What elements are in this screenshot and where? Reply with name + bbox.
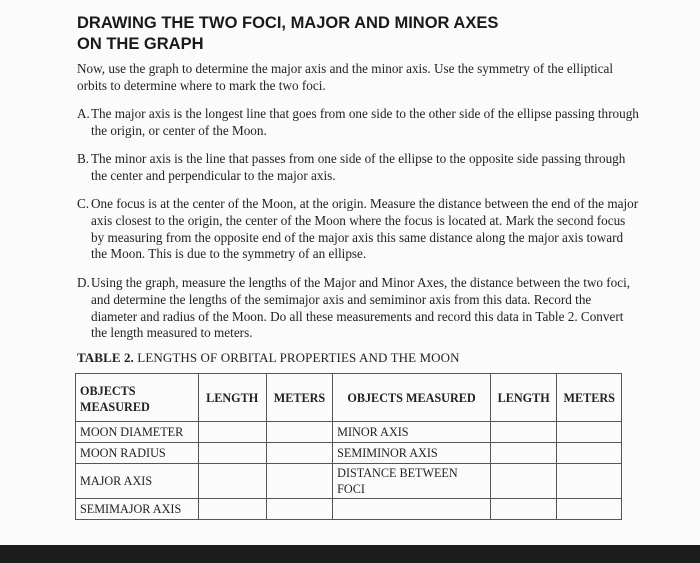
table-row xyxy=(76,443,622,464)
table-row xyxy=(76,499,622,520)
intro-paragraph: Now, use the graph to determine the major axis and the minor axis. Use the symmetry of the elliptical orbits to determine where to mark the two foci. xyxy=(77,61,614,93)
cell-length-input[interactable] xyxy=(198,499,266,520)
cell-object: MOON RADIUS xyxy=(76,443,199,464)
bottom-edge-bar xyxy=(0,545,700,563)
cell-object: SEMIMINOR AXIS xyxy=(333,443,491,464)
orbital-properties-table xyxy=(75,373,622,520)
header-meters: METERS xyxy=(266,374,332,422)
cell-meters-input[interactable] xyxy=(266,443,332,464)
cell-object: SEMIMAJOR AXIS xyxy=(76,499,199,520)
item-letter: D. xyxy=(77,275,90,290)
cell-meters-input[interactable] xyxy=(557,422,622,443)
header-length-2: LENGTH xyxy=(490,374,556,422)
instruction-item-b xyxy=(77,151,639,185)
cell-object xyxy=(333,499,491,520)
title-line-1: DRAWING THE TWO FOCI, MAJOR AND MINOR AXES xyxy=(77,14,499,32)
item-letter: A. xyxy=(77,106,90,121)
cell-meters-input[interactable] xyxy=(557,464,622,499)
item-text: The major axis is the longest line that goes from one side to the other side of the ellipse passing through the origin, or center of the Moon. xyxy=(91,106,639,138)
cell-meters-input[interactable] xyxy=(266,499,332,520)
cell-length-input[interactable] xyxy=(490,464,556,499)
item-text: One focus is at the center of the Moon, at the origin. Measure the distance between the end of the major axis closest to the origin, the center of the Moon where the focus is located at. Mark the second focus by measuring from the opposite end of the major axis this same distance along the major axis toward the Moon. This is due to the symmetry of an ellipse. xyxy=(91,196,639,262)
item-letter: C. xyxy=(77,196,90,211)
table-header-row xyxy=(76,374,622,422)
cell-object: MAJOR AXIS xyxy=(76,464,199,499)
cell-length-input[interactable] xyxy=(490,499,556,520)
table-row xyxy=(76,422,622,443)
cell-meters-input[interactable] xyxy=(557,499,622,520)
table-row xyxy=(76,464,622,499)
cell-object: MINOR AXIS xyxy=(333,422,491,443)
cell-meters-input[interactable] xyxy=(266,464,332,499)
section-title xyxy=(77,13,637,55)
header-meters-2: METERS xyxy=(557,374,622,422)
cell-meters-input[interactable] xyxy=(266,422,332,443)
cell-object: DISTANCE BETWEEN FOCI xyxy=(333,464,491,499)
cell-object: MOON DIAMETER xyxy=(76,422,199,443)
cell-length-input[interactable] xyxy=(490,443,556,464)
table-caption-text: LENGTHS OF ORBITAL PROPERTIES AND THE MOON xyxy=(133,350,460,365)
item-text: The minor axis is the line that passes from one side of the ellipse to the opposite side passing through the center and perpendicular to the major axis. xyxy=(91,151,626,183)
title-line-2: ON THE GRAPH xyxy=(77,35,204,53)
header-objects-measured: OBJECTS MEASURED xyxy=(76,374,199,422)
cell-length-input[interactable] xyxy=(490,422,556,443)
item-text: Using the graph, measure the lengths of the Major and Minor Axes, the distance between the two foci, and determine the lengths of the semimajor axis and semiminor axis from this data. Record the diameter and radius of the Moon. Do all these measurements and record this data in Table 2. Convert the length measured to meters. xyxy=(91,275,631,341)
cell-length-input[interactable] xyxy=(198,422,266,443)
header-length: LENGTH xyxy=(198,374,266,422)
cell-length-input[interactable] xyxy=(198,464,266,499)
cell-length-input[interactable] xyxy=(198,443,266,464)
header-objects-measured-2: OBJECTS MEASURED xyxy=(333,374,491,422)
table-caption xyxy=(77,350,627,366)
instruction-item-a xyxy=(77,106,639,140)
cell-meters-input[interactable] xyxy=(557,443,622,464)
instruction-item-d xyxy=(77,275,639,342)
instruction-item-c xyxy=(77,196,639,263)
table-caption-label: TABLE 2. xyxy=(77,350,134,365)
item-letter: B. xyxy=(77,151,90,166)
